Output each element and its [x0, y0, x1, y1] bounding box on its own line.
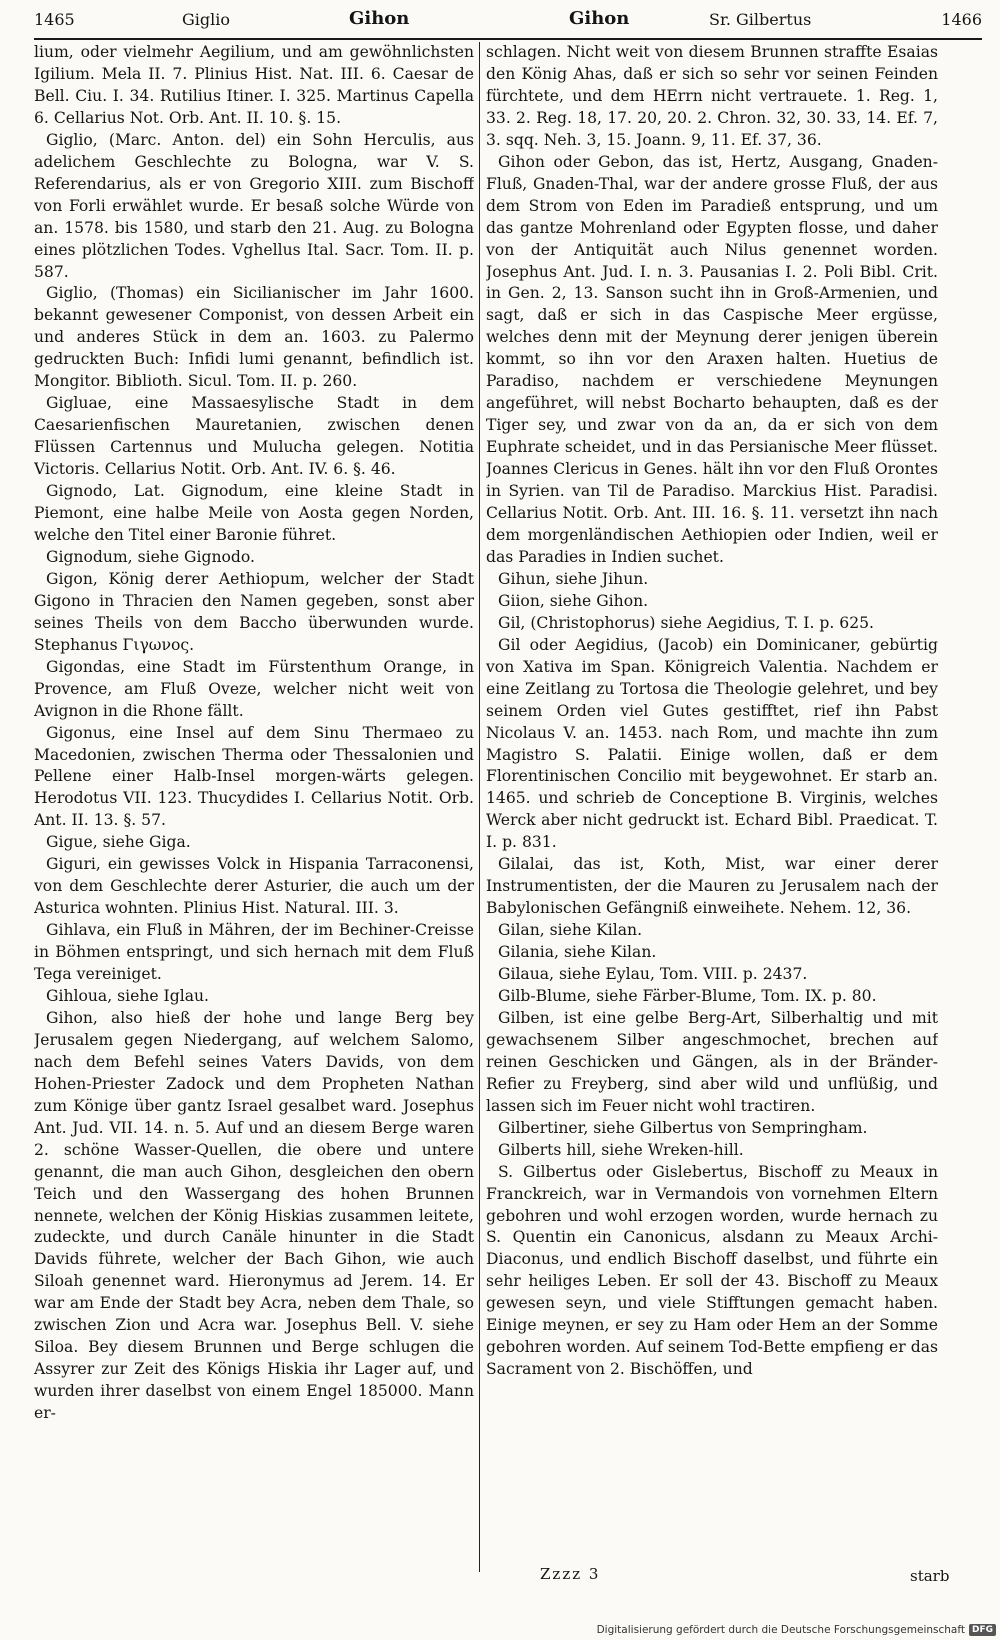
digitization-footer	[597, 1624, 996, 1636]
catchword-right: Sr. Gilbertus	[709, 10, 812, 29]
entry: Gilberts hill, siehe Wreken-hill.	[498, 1140, 744, 1159]
entry: Gignodo, Lat. Gignodum, eine kleine Stadt in Piemont, eine halbe Meile von Aosta gegen Norden, welche den Titel einer Baronie führet.	[34, 482, 474, 544]
left-column	[34, 42, 474, 1572]
entry: Gignodum, siehe Gignodo.	[46, 547, 255, 566]
entry: lium, oder vielmehr Aegilium, und am gewöhnlichsten Igilium. Mela II. 7. Plinius Hist. Nat. III. 6. Caesar de Bell. Ciu. I. 34. Rutilius Itiner. I. 325. Martinus Capella 6. Cellarius Not. Orb. Ant. II. 10. §. 15.	[34, 43, 474, 127]
right-column	[486, 42, 938, 1572]
entry: Gilalai, das ist, Koth, Mist, war einer derer Instrumentisten, der die Mauren zu Jerusalem nach der Babylonischen Gefängniß einweihete. Nehem. 12, 36.	[486, 855, 938, 918]
entry: Giglio, (Marc. Anton. del) ein Sohn Herculis, aus adelichem Geschlechte zu Bologna, war V. S. Referendarius, als er von Gregorio XIII. zum Bischoff von Forli erwählet wurde. Er besaß solche Würde von an. 1578. bis 1580, und starb den 21. Aug. zu Bologna eines plötzlichen Todes. Vghellus Ital. Sacr. Tom. II. p. 587.	[34, 130, 474, 281]
catchword-left: Giglio	[182, 10, 231, 29]
entry: Gilb-Blume, siehe Färber-Blume, Tom. IX. p. 80.	[498, 986, 877, 1005]
entry: Gilan, siehe Kilan.	[498, 921, 643, 940]
entry: Gilbertiner, siehe Gilbertus von Sempringham.	[498, 1118, 868, 1137]
entry: Giion, siehe Gihon.	[498, 591, 649, 610]
entry: Gigon, König derer Aethiopum, welcher der Stadt Gigono in Thracien den Namen gegeben, sonst aber seines Theils von dem Baccho überwunden wurde. Stephanus Γιγωνος.	[34, 569, 474, 654]
page-number-right: 1466	[941, 10, 982, 29]
column-divider	[479, 42, 480, 1572]
signature-mark: Zzzz 3	[540, 1565, 601, 1583]
entry: Giglio, (Thomas) ein Sicilianischer im Jahr 1600. bekannt gewesener Componist, von dessen Arbeit ein und anderes Stück in dem an. 1603. zu Palermo gedruckten Buch: Infidi lumi genannt, befindlich ist. Mongitor. Biblioth. Sicul. Tom. II. p. 260.	[34, 284, 474, 391]
page-number-left: 1465	[34, 10, 75, 29]
entry: Gihon oder Gebon, das ist, Hertz, Ausgang, Gnaden-Fluß, Gnaden-Thal, war der andere grosse Fluß, der aus dem Strom von Eden im Paradieß entsprung, und um das gantze Mohrenland oder Egypten flosse, und daher von der Antiquität auch Nilus genennet worden. Josephus Ant. Jud. I. n. 3. Pausanias I. 2. Poli Bibl. Crit. in Gen. 2, 13. Sanson sucht ihn in Groß-Armenien, und sagt, daß er sich in das Caspische Meer ergüsse, welches denn mit der Meynung derer jenigen überein kommt, so ihn vor den Araxen halten. Huetius de Paradiso, nachdem er verschiedene Meynungen angeführet, will nebst Bocharto behaupten, daß es der Tiger sey, und zwar von da an, da er sich von dem Euphrate scheidet, und in das Persianische Meer flüsset. Joannes Clericus in Genes. hält ihn vor den Fluß Orontes in Syrien. van Til de Paradiso. Marckius Hist. Paradisi. Cellarius Notit. Orb. Ant. III. 16. §. 11. versetzt ihn nach dem morgenländischen Aethiopien oder Indien, weil er das Paradies in Indien suchet.	[486, 152, 938, 566]
entry: Gihun, siehe Jihun.	[498, 569, 649, 588]
entry: S. Gilbertus oder Gislebertus, Bischoff zu Meaux in Franckreich, war in Vermandois von vornehmen Eltern gebohren und wohl erzogen worden, wurde hernach zu S. Quentin ein Canonicus, alsdann zu Meaux Archi-Diaconus, und endlich Bischoff daselbst, und führte ein sehr heiliges Leben. Er soll der 43. Bischoff zu Meaux gewesen seyn, und viele Stifftungen gemacht haben. Einige meynen, er sey zu Ham oder Hem an der Somme gebohren worden. Auf seinem Tod-Bette empfieng er das Sacrament von 2. Bischöffen, und	[486, 1162, 938, 1379]
entry: Gihlava, ein Fluß in Mähren, der im Bechiner-Creisse in Böhmen entspringt, und sich hernach mit dem Fluß Tega vereiniget.	[34, 921, 474, 984]
entry: Gihon, also hieß der hohe und lange Berg bey Jerusalem gegen Niedergang, auf welchem Salomo, nach dem Befehl seines Vaters Davids, von dem Hohen-Priester Zadock und dem Propheten Nathan zum Könige über gantz Israel gesalbet ward. Josephus Ant. Jud. VII. 14. n. 5. Auf und an diesem Berge waren 2. schöne Wasser-Quellen, die obere und untere genannt, die man auch Gihon, desgleichen den obern Teich und den Wassergang des hohen Brunnen nennete, welchen der König Hiskias zusammen leitete, zudeckte, und durch Canäle hinunter in die Stadt Davids führete, welcher der Bach Gihon, wie auch Siloah genennet ward. Hieronymus ad Jerem. 14. Er war am Ende der Stadt bey Acra, neben dem Thale, so zwischen Zion und Acra war. Josephus Bell. V. siehe Siloa. Bey diesem Brunnen und Berge schlugen die Assyrer zur Zeit des Königs Hiskia ihr Lager auf, und wurden ihrer daselbst von einem Engel 185000. Mann er-	[34, 1008, 474, 1423]
entry: Gigluae, eine Massaesylische Stadt in dem Caesarienfischen Mauretanien, zwischen denen Flüssen Cartennus und Mulucha gelegen. Notitia Victoris. Cellarius Notit. Orb. Ant. IV. 6. §. 46.	[34, 394, 474, 479]
entry: Giguri, ein gewisses Volck in Hispania Tarraconensi, von dem Geschlechte derer Asturier, die auch um der Asturica wohnten. Plinius Hist. Natural. III. 3.	[34, 855, 474, 918]
running-header	[34, 2, 990, 38]
headword-right: Gihon	[569, 8, 630, 29]
header-rule	[34, 38, 982, 40]
headword-left: Gihon	[349, 8, 410, 29]
entry: schlagen. Nicht weit von diesem Brunnen straffte Esaias den König Ahas, daß er sich so sehr vor seinen Feinden fürchtete, und dem HErrn nicht vertrauete. 1. Reg. 1, 33. 2. Reg. 18, 17. 20, 20. 2. Chron. 32, 30. 33, 14. Ef. 7, 3. sqq. Neh. 3, 15. Joann. 9, 11. Ef. 37, 36.	[486, 43, 938, 149]
entry: Gihloua, siehe Iglau.	[46, 986, 209, 1005]
footer-text: Digitalisierung gefördert durch die Deutsche Forschungsgemeinschaft	[596, 1624, 965, 1636]
entry: Gilania, siehe Kilan.	[498, 943, 657, 962]
catchword: starb	[910, 1567, 950, 1585]
entry: Gil oder Aegidius, (Jacob) ein Dominicaner, gebürtig von Xativa im Span. Königreich Valentia. Nachdem er eine Zeitlang zu Tortosa die Theologie gelehret, und bey seinem Orden viel Gutes gestifftet, rief ihn Pabst Nicolaus V. an. 1453. nach Rom, und machte ihn zum Magistro S. Palatii. Einige wollen, daß er dem Florentinischen Concilio mit beygewohnet. Er starb an. 1465. und schrieb de Conceptione B. Virginis, welches Werck aber nicht gedruckt ist. Echard Bibl. Praedicat. T. I. p. 831.	[486, 635, 938, 852]
entry: Gilaua, siehe Eylau, Tom. VIII. p. 2437.	[498, 965, 808, 984]
entry: Gigue, siehe Giga.	[46, 833, 191, 852]
entry: Gil, (Christophorus) siehe Aegidius, T. I. p. 625.	[498, 613, 875, 632]
entry: Gigondas, eine Stadt im Fürstenthum Orange, in Provence, am Fluß Oveze, welcher nicht weit von Avignon in die Rhone fällt.	[34, 657, 474, 720]
dfg-logo-icon: DFG	[969, 1624, 996, 1636]
entry: Gigonus, eine Insel auf dem Sinu Thermaeo zu Macedonien, zwischen Therma oder Thessalonien und Pellene einer Halb-Insel morgen-wärts gelegen. Herodotus VII. 123. Thucydides I. Cellarius Notit. Orb. Ant. II. 13. §. 57.	[34, 723, 474, 830]
entry: Gilben, ist eine gelbe Berg-Art, Silberhaltig und mit gewachsenem Silber angeschmochet, brechen auf reinen Geschicken und Gängen, als in der Bränder-Refier zu Freyberg, sind aber wild und unflüßig, und lassen sich im Feuer nicht wohl tractiren.	[486, 1008, 938, 1115]
